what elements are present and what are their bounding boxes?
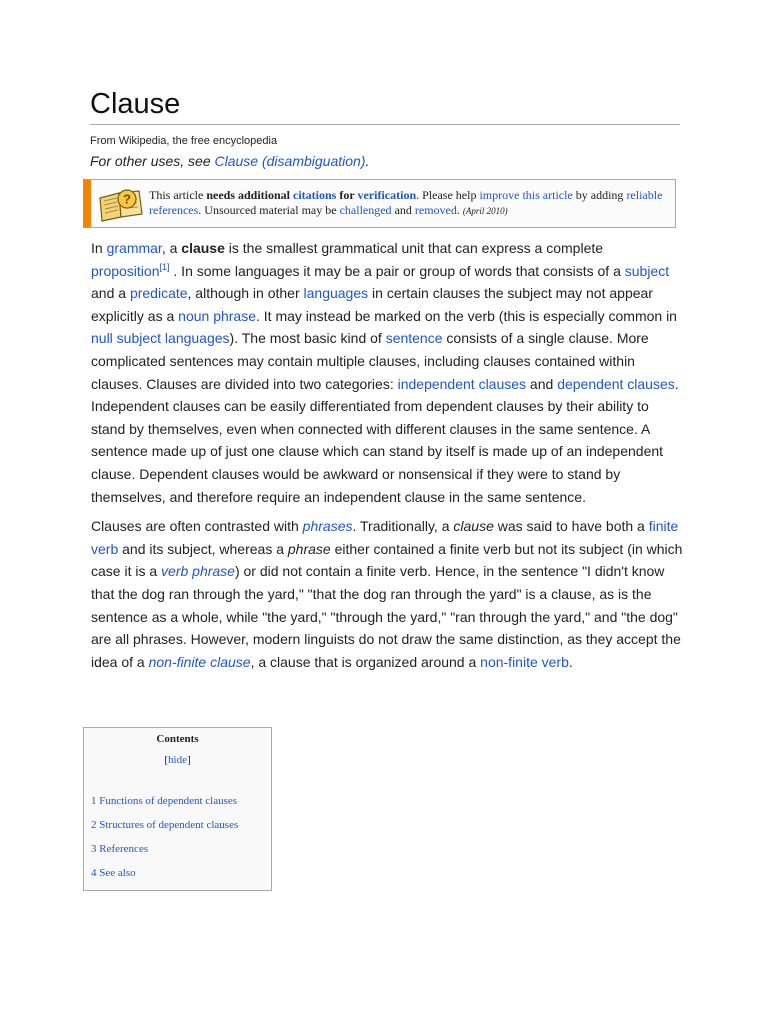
toc-toggle xyxy=(84,754,271,766)
body-text: . Independent clauses can be easily differentiated from dependent clauses by their ability to stand by themselves, even when connected with different clauses in the same sentence. A sentence made up of just one clause which can stand by itself is made up of an independent clause. Dependent clauses would be awkward or nonsensical if they were to stand by themselves, and therefore require an independent clause in the same sentence. xyxy=(91,375,679,505)
grammar-link[interactable]: grammar xyxy=(106,240,162,256)
toc-item xyxy=(91,818,238,842)
body-text: . In some languages it may be a pair or group of words that consists of a xyxy=(169,262,625,279)
body-text: either contained a finite verb but not its subject (in which case it is a xyxy=(91,540,683,580)
body-text: was said to have both a xyxy=(493,518,649,535)
body-text: and xyxy=(526,375,558,392)
body-text: , a xyxy=(161,240,182,256)
disambiguation-link[interactable]: Clause (disambiguation) xyxy=(214,153,366,169)
independent-clauses-link[interactable]: independent clauses xyxy=(397,375,527,392)
non-finite-clause-link[interactable]: non-finite clause xyxy=(148,653,251,670)
hatnote xyxy=(90,153,369,169)
paragraph-intro xyxy=(91,237,683,508)
citations-link[interactable]: citations xyxy=(293,188,337,202)
subject-link[interactable]: subject xyxy=(624,262,670,279)
body-text: . xyxy=(568,653,573,670)
notice-text: . Unsourced material may be xyxy=(198,203,340,217)
toc-item-link[interactable]: 3 References xyxy=(91,843,149,855)
challenged-link[interactable]: challenged xyxy=(339,203,392,217)
page-title: Clause xyxy=(90,88,181,120)
verification-link[interactable]: verification xyxy=(357,188,417,202)
toc-item-link[interactable]: 1 Functions of dependent clauses xyxy=(91,795,238,807)
notice-text: . Please help xyxy=(416,188,480,202)
body-text: , a clause that is organized around a xyxy=(250,653,481,670)
svg-text:?: ? xyxy=(123,191,131,207)
site-subtitle: From Wikipedia, the free encyclopedia xyxy=(90,135,278,147)
languages-link[interactable]: languages xyxy=(303,285,369,302)
article-body xyxy=(91,237,683,680)
term-italic: clause xyxy=(453,518,494,535)
toc-item xyxy=(91,842,238,866)
body-text: in certain clauses the subject may not appear explicitly as a xyxy=(91,285,653,324)
term-bold: clause xyxy=(181,240,225,256)
body-text: , although in other xyxy=(187,285,304,302)
verb-phrase-link[interactable]: verb phrase xyxy=(161,563,235,580)
non-finite-verb-link[interactable]: non-finite verb xyxy=(480,653,569,670)
body-text: is the smallest grammatical unit that can express a complete xyxy=(224,240,604,256)
hatnote-suffix: . xyxy=(365,153,370,169)
phrases-link[interactable]: phrases xyxy=(302,518,353,535)
body-text: In xyxy=(91,240,107,256)
body-text: ). The most basic kind of xyxy=(229,330,386,347)
body-text: . Traditionally, a xyxy=(352,518,454,535)
toc-item-link[interactable]: 2 Structures of dependent clauses xyxy=(91,819,239,831)
title-divider xyxy=(90,124,680,125)
reliable-references-link[interactable]: reliable references xyxy=(149,188,663,217)
notice-bold: needs additional xyxy=(206,188,294,202)
toc-item xyxy=(91,794,238,818)
citation-ref-link[interactable]: [1] xyxy=(159,261,170,272)
notice-date: (April 2010) xyxy=(462,206,508,216)
toc-bracket: ] xyxy=(186,754,191,766)
body-text: Clauses are often contrasted with xyxy=(91,518,303,535)
toc-bracket: [ xyxy=(164,754,169,766)
toc-hide-link[interactable]: hide xyxy=(168,754,187,766)
body-text: consists of a single clause. More complicated sentences may contain multiple clauses, including clauses contained within clauses. Clauses are divided into two categories: xyxy=(91,330,649,392)
body-text: ) or did not contain a finite verb. Hence, in the sentence "I didn't know that the dog ran through the yard," "that the dog ran through the yard" is a clause, as is the sentence as a whole, while "the yard," "through the yard," "ran through the yard," and "the dog" are all phrases. However, modern linguists do not draw the same distinction, as they accept the idea of a xyxy=(91,563,681,670)
notice-text: by adding xyxy=(572,188,627,202)
citation-notice xyxy=(83,179,676,228)
body-text: and its subject, whereas a xyxy=(118,540,288,557)
table-of-contents xyxy=(83,727,272,891)
noun-phrase-link[interactable]: noun phrase xyxy=(178,307,256,324)
dependent-clauses-link[interactable]: dependent clauses xyxy=(557,375,675,392)
proposition-link[interactable]: proposition xyxy=(91,262,160,279)
toc-item xyxy=(91,866,238,890)
book-icon xyxy=(97,186,145,222)
improve-article-link[interactable]: improve this article xyxy=(479,188,573,202)
null-subject-languages-link[interactable]: null subject languages xyxy=(91,330,230,347)
body-text: and a xyxy=(91,285,130,302)
citation-notice-text xyxy=(149,188,664,219)
finite-verb-link[interactable]: finite verb xyxy=(91,518,679,557)
removed-link[interactable]: removed xyxy=(414,203,457,217)
paragraph-phrases xyxy=(91,515,683,673)
toc-title: Contents xyxy=(156,733,199,745)
body-text: . It may instead be marked on the verb (this is especially common in xyxy=(256,307,677,324)
term-italic: phrase xyxy=(287,540,331,557)
notice-text: This article xyxy=(149,188,207,202)
notice-text: and xyxy=(391,203,415,217)
toc-item-link[interactable]: 4 See also xyxy=(91,867,136,879)
sentence-link[interactable]: sentence xyxy=(385,330,443,347)
notice-text: . xyxy=(456,203,463,217)
hatnote-prefix: For other uses, see xyxy=(90,153,215,169)
predicate-link[interactable]: predicate xyxy=(129,285,188,302)
notice-bold: for xyxy=(336,188,358,202)
toc-list xyxy=(91,794,238,890)
